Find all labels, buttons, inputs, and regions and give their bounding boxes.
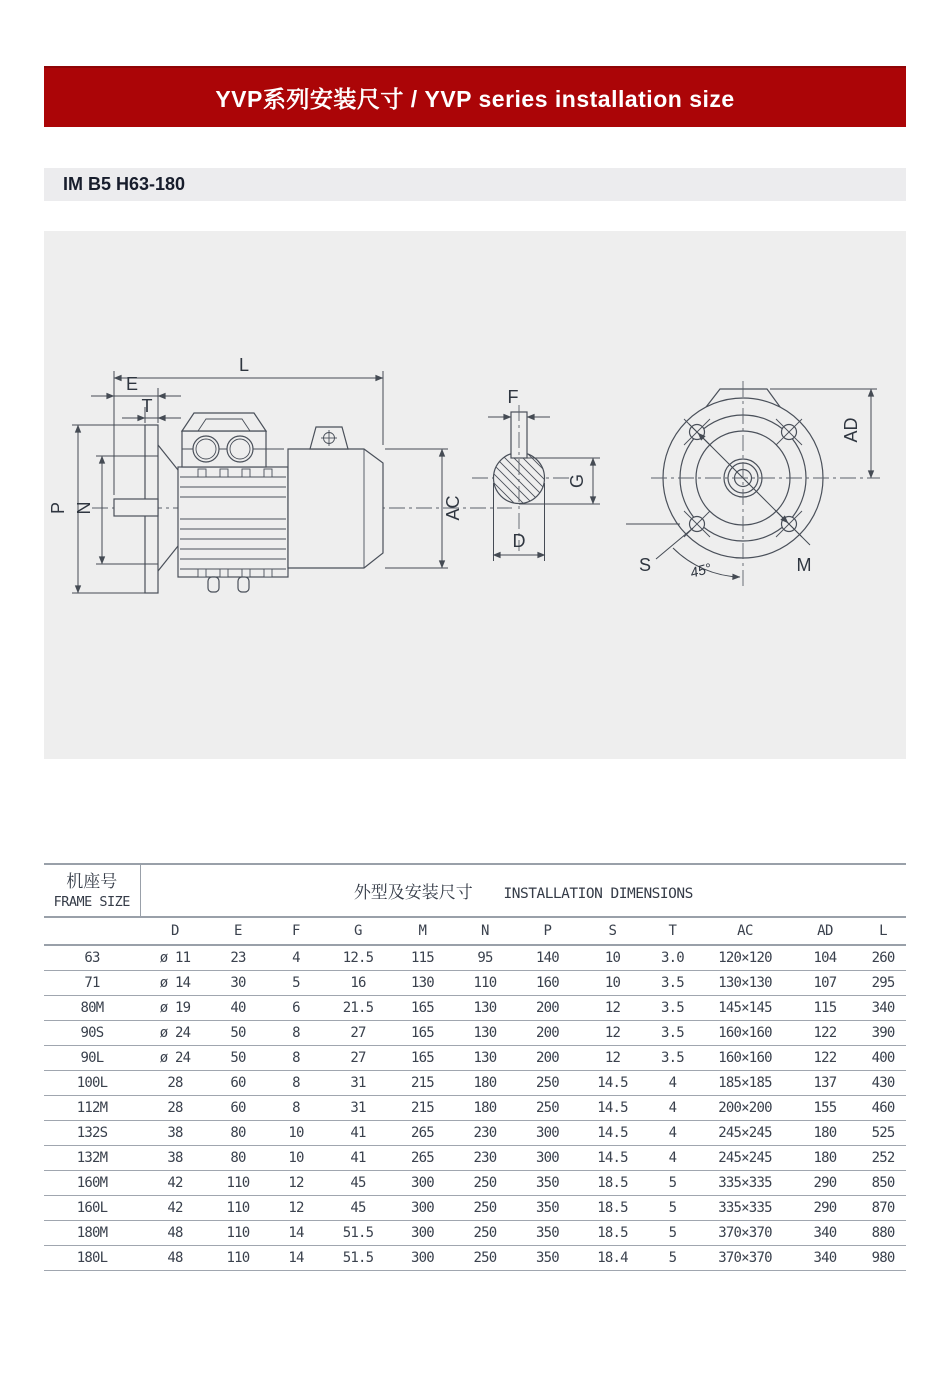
dim-cell-AD: 107 [790,970,860,995]
dim-cell-M: 115 [390,945,455,970]
dim-cell-N: 110 [455,970,515,995]
frame-size-cell: 71 [44,970,140,995]
table-body [44,945,906,1270]
dim-cell-AD: 155 [790,1095,860,1120]
mounting-code: IM B5 H63-180 [63,174,186,194]
column-header-D: D [140,917,210,945]
dim-cell-AC: 185×185 [700,1070,790,1095]
column-header-G: G [326,917,390,945]
frame-size-cell: 90S [44,1020,140,1045]
table-row-71 [44,970,906,995]
dim-cell-P: 300 [515,1145,580,1170]
dim-cell-L: 525 [860,1120,906,1145]
column-header-E: E [210,917,266,945]
dim-cell-D: 38 [140,1120,210,1145]
angle-label-45: 45° [688,559,714,581]
dim-cell-S: 10 [580,945,645,970]
dim-cell-F: 14 [266,1245,326,1270]
dim-cell-S: 10 [580,970,645,995]
dim-cell-G: 16 [326,970,390,995]
dim-cell-AC: 335×335 [700,1195,790,1220]
frame-size-cell: 160M [44,1170,140,1195]
dim-cell-N: 130 [455,995,515,1020]
column-header-P: P [515,917,580,945]
dim-cell-L: 252 [860,1145,906,1170]
dim-cell-E: 50 [210,1045,266,1070]
group-header-en: INSTALLATION DIMENSIONS [503,886,693,902]
dim-cell-F: 12 [266,1170,326,1195]
column-header-AD: AD [790,917,860,945]
shaft-section-view [434,387,618,561]
dim-cell-E: 40 [210,995,266,1020]
dim-cell-AD: 180 [790,1120,860,1145]
dim-cell-P: 200 [515,995,580,1020]
frame-size-cell: 80M [44,995,140,1020]
dim-cell-M: 165 [390,1045,455,1070]
frame-size-cell: 160L [44,1195,140,1220]
dim-cell-D: ø 19 [140,995,210,1020]
dim-cell-AD: 122 [790,1045,860,1070]
dim-cell-AD: 115 [790,995,860,1020]
dim-cell-E: 23 [210,945,266,970]
dim-cell-M: 165 [390,1020,455,1045]
dim-cell-M: 300 [390,1245,455,1270]
dim-cell-AD: 104 [790,945,860,970]
dim-cell-N: 250 [455,1245,515,1270]
dim-cell-AC: 370×370 [700,1245,790,1270]
dim-cell-D: 28 [140,1095,210,1120]
frame-size-cell: 180M [44,1220,140,1245]
column-header-S: S [580,917,645,945]
dim-cell-S: 14.5 [580,1145,645,1170]
dim-cell-E: 60 [210,1070,266,1095]
dim-cell-T: 3.5 [645,970,700,995]
table-row-160L [44,1195,906,1220]
table-row-90S [44,1020,906,1045]
dim-cell-P: 160 [515,970,580,995]
dim-cell-T: 4 [645,1095,700,1120]
dim-cell-P: 350 [515,1245,580,1270]
dim-cell-S: 18.5 [580,1220,645,1245]
dim-cell-P: 200 [515,1020,580,1045]
motor-side-view [48,355,512,593]
dim-cell-T: 3.0 [645,945,700,970]
dim-label-S: S [638,555,652,575]
dim-cell-P: 350 [515,1195,580,1220]
drawing-panel [44,231,906,759]
dim-cell-N: 250 [455,1195,515,1220]
dim-cell-F: 5 [266,970,326,995]
dim-cell-D: ø 11 [140,945,210,970]
dim-cell-M: 165 [390,995,455,1020]
dim-cell-F: 8 [266,1070,326,1095]
dim-cell-E: 30 [210,970,266,995]
dim-cell-N: 180 [455,1070,515,1095]
dim-label-E: E [125,374,139,394]
dim-cell-AD: 340 [790,1220,860,1245]
dim-cell-S: 18.5 [580,1195,645,1220]
dim-label-F: F [507,387,519,407]
dim-cell-T: 5 [645,1245,700,1270]
title-banner [44,66,906,127]
mounting-code-bar [44,168,906,201]
dim-cell-S: 12 [580,995,645,1020]
column-letters-row [44,917,906,945]
shaft [114,499,158,516]
dim-label-G: G [567,473,587,489]
dim-cell-AD: 180 [790,1145,860,1170]
dim-cell-T: 5 [645,1170,700,1195]
table-row-180M [44,1220,906,1245]
dim-cell-F: 8 [266,1045,326,1070]
dim-label-N: N [74,501,94,515]
dimensions-table [44,863,906,1271]
dim-cell-L: 880 [860,1220,906,1245]
dim-cell-S: 14.5 [580,1095,645,1120]
dim-cell-F: 4 [266,945,326,970]
dim-cell-L: 340 [860,995,906,1020]
dim-cell-P: 140 [515,945,580,970]
column-header-AC: AC [700,917,790,945]
dim-cell-M: 265 [390,1120,455,1145]
dim-cell-G: 27 [326,1045,390,1070]
dim-cell-P: 250 [515,1095,580,1120]
column-header-F: F [266,917,326,945]
dim-cell-F: 14 [266,1220,326,1245]
dim-cell-N: 130 [455,1020,515,1045]
dim-cell-M: 300 [390,1195,455,1220]
column-header-T: T [645,917,700,945]
frame-size-cell: 132M [44,1145,140,1170]
dim-cell-AC: 245×245 [700,1145,790,1170]
dim-cell-N: 250 [455,1220,515,1245]
dim-cell-L: 260 [860,945,906,970]
page-title: YVP系列安装尺寸 / YVP series installation size [215,86,735,112]
dim-cell-N: 130 [455,1045,515,1070]
dim-cell-M: 265 [390,1145,455,1170]
dim-label-AC: AC [443,495,463,521]
dim-cell-T: 4 [645,1070,700,1095]
dim-cell-E: 80 [210,1120,266,1145]
frame-size-cell: 100L [44,1070,140,1095]
dim-label-D: D [512,531,526,551]
dim-cell-T: 5 [645,1195,700,1220]
dim-cell-G: 12.5 [326,945,390,970]
dim-cell-L: 850 [860,1170,906,1195]
dim-cell-F: 8 [266,1020,326,1045]
dim-cell-N: 95 [455,945,515,970]
frame-size-header-en: FRAME SIZE [53,893,130,910]
dim-cell-AD: 290 [790,1170,860,1195]
dim-cell-P: 300 [515,1120,580,1145]
dim-cell-F: 10 [266,1145,326,1170]
dim-cell-M: 215 [390,1070,455,1095]
dim-cell-F: 6 [266,995,326,1020]
stator [178,467,288,577]
dim-cell-AC: 160×160 [700,1020,790,1045]
dim-cell-M: 130 [390,970,455,995]
dim-cell-L: 295 [860,970,906,995]
dim-cell-AC: 160×160 [700,1045,790,1070]
dim-cell-D: 42 [140,1195,210,1220]
dim-cell-S: 18.5 [580,1170,645,1195]
dim-cell-G: 45 [326,1195,390,1220]
dim-cell-T: 5 [645,1220,700,1245]
dim-cell-AC: 335×335 [700,1170,790,1195]
dim-cell-S: 18.4 [580,1245,645,1270]
dim-cell-T: 3.5 [645,995,700,1020]
dim-cell-M: 300 [390,1170,455,1195]
dim-cell-S: 14.5 [580,1070,645,1095]
dim-cell-F: 10 [266,1120,326,1145]
dim-cell-D: ø 24 [140,1045,210,1070]
dim-cell-G: 31 [326,1095,390,1120]
dim-label-P: P [48,501,68,515]
flange-front-view [626,381,880,587]
dim-cell-F: 8 [266,1095,326,1120]
cable-gland [227,436,253,462]
dim-cell-E: 60 [210,1095,266,1120]
dim-cell-D: ø 14 [140,970,210,995]
cable-gland [193,436,219,462]
dim-label-L: L [238,355,250,375]
dim-cell-M: 300 [390,1220,455,1245]
table-row-63 [44,945,906,970]
dim-cell-M: 215 [390,1095,455,1120]
dim-cell-E: 110 [210,1170,266,1195]
frame-size-header [44,864,140,917]
dim-cell-G: 41 [326,1145,390,1170]
dim-cell-E: 110 [210,1220,266,1245]
dim-cell-D: ø 24 [140,1020,210,1045]
table-header-main [44,864,906,917]
fan-cover [288,449,383,568]
dim-cell-AC: 200×200 [700,1095,790,1120]
table-section [44,863,906,1271]
dim-cell-G: 21.5 [326,995,390,1020]
column-header-M: M [390,917,455,945]
dim-cell-G: 31 [326,1070,390,1095]
dim-cell-N: 230 [455,1145,515,1170]
dim-cell-G: 41 [326,1120,390,1145]
dim-label-AD: AD [841,417,861,443]
dim-cell-E: 110 [210,1195,266,1220]
catalog-page [0,66,950,1373]
table-row-80M [44,995,906,1020]
dim-cell-P: 250 [515,1070,580,1095]
dim-cell-AD: 122 [790,1020,860,1045]
dim-cell-E: 50 [210,1020,266,1045]
dim-cell-P: 350 [515,1170,580,1195]
dim-cell-AC: 130×130 [700,970,790,995]
dim-cell-S: 12 [580,1045,645,1070]
table-row-160M [44,1170,906,1195]
dim-cell-N: 230 [455,1120,515,1145]
frame-size-cell: 132S [44,1120,140,1145]
frame-size-cell: 63 [44,945,140,970]
dim-cell-G: 51.5 [326,1245,390,1270]
table-row-180L [44,1245,906,1270]
table-row-112M [44,1095,906,1120]
group-header [140,864,906,917]
dim-cell-L: 430 [860,1070,906,1095]
frame-size-cell: 112M [44,1095,140,1120]
table-row-132S [44,1120,906,1145]
dim-cell-E: 110 [210,1245,266,1270]
table-row-100L [44,1070,906,1095]
frame-size-cell: 180L [44,1245,140,1270]
dim-label-T: T [141,396,153,416]
dim-cell-F: 12 [266,1195,326,1220]
dim-cell-AC: 145×145 [700,995,790,1020]
dim-cell-L: 390 [860,1020,906,1045]
dim-cell-AD: 340 [790,1245,860,1270]
dim-cell-N: 250 [455,1170,515,1195]
dim-cell-S: 12 [580,1020,645,1045]
dim-cell-D: 48 [140,1220,210,1245]
dim-cell-AC: 245×245 [700,1120,790,1145]
dim-cell-P: 350 [515,1220,580,1245]
dim-cell-P: 200 [515,1045,580,1070]
dim-cell-D: 38 [140,1145,210,1170]
dim-cell-AD: 290 [790,1195,860,1220]
table-row-132M [44,1145,906,1170]
dim-cell-L: 980 [860,1245,906,1270]
dim-cell-D: 48 [140,1245,210,1270]
group-header-zh: 外型及安装尺寸 [353,883,473,902]
dim-cell-L: 400 [860,1045,906,1070]
dim-cell-AD: 137 [790,1070,860,1095]
dim-cell-AC: 120×120 [700,945,790,970]
frame-size-header-zh: 机座号 [66,871,118,891]
dim-cell-T: 3.5 [645,1020,700,1045]
dim-cell-T: 4 [645,1120,700,1145]
dim-label-M: M [796,555,812,575]
dim-cell-L: 870 [860,1195,906,1220]
column-header-N: N [455,917,515,945]
frame-header-spacer [44,917,140,945]
frame-size-cell: 90L [44,1045,140,1070]
dim-cell-T: 4 [645,1145,700,1170]
dim-cell-S: 14.5 [580,1120,645,1145]
dim-cell-N: 180 [455,1095,515,1120]
dim-cell-D: 28 [140,1070,210,1095]
dim-cell-G: 27 [326,1020,390,1045]
dim-cell-L: 460 [860,1095,906,1120]
dim-cell-T: 3.5 [645,1045,700,1070]
dim-cell-E: 80 [210,1145,266,1170]
technical-drawing [44,231,906,759]
table-row-90L [44,1045,906,1070]
dim-cell-AC: 370×370 [700,1220,790,1245]
dim-cell-D: 42 [140,1170,210,1195]
column-header-L: L [860,917,906,945]
dim-cell-G: 51.5 [326,1220,390,1245]
dim-cell-G: 45 [326,1170,390,1195]
